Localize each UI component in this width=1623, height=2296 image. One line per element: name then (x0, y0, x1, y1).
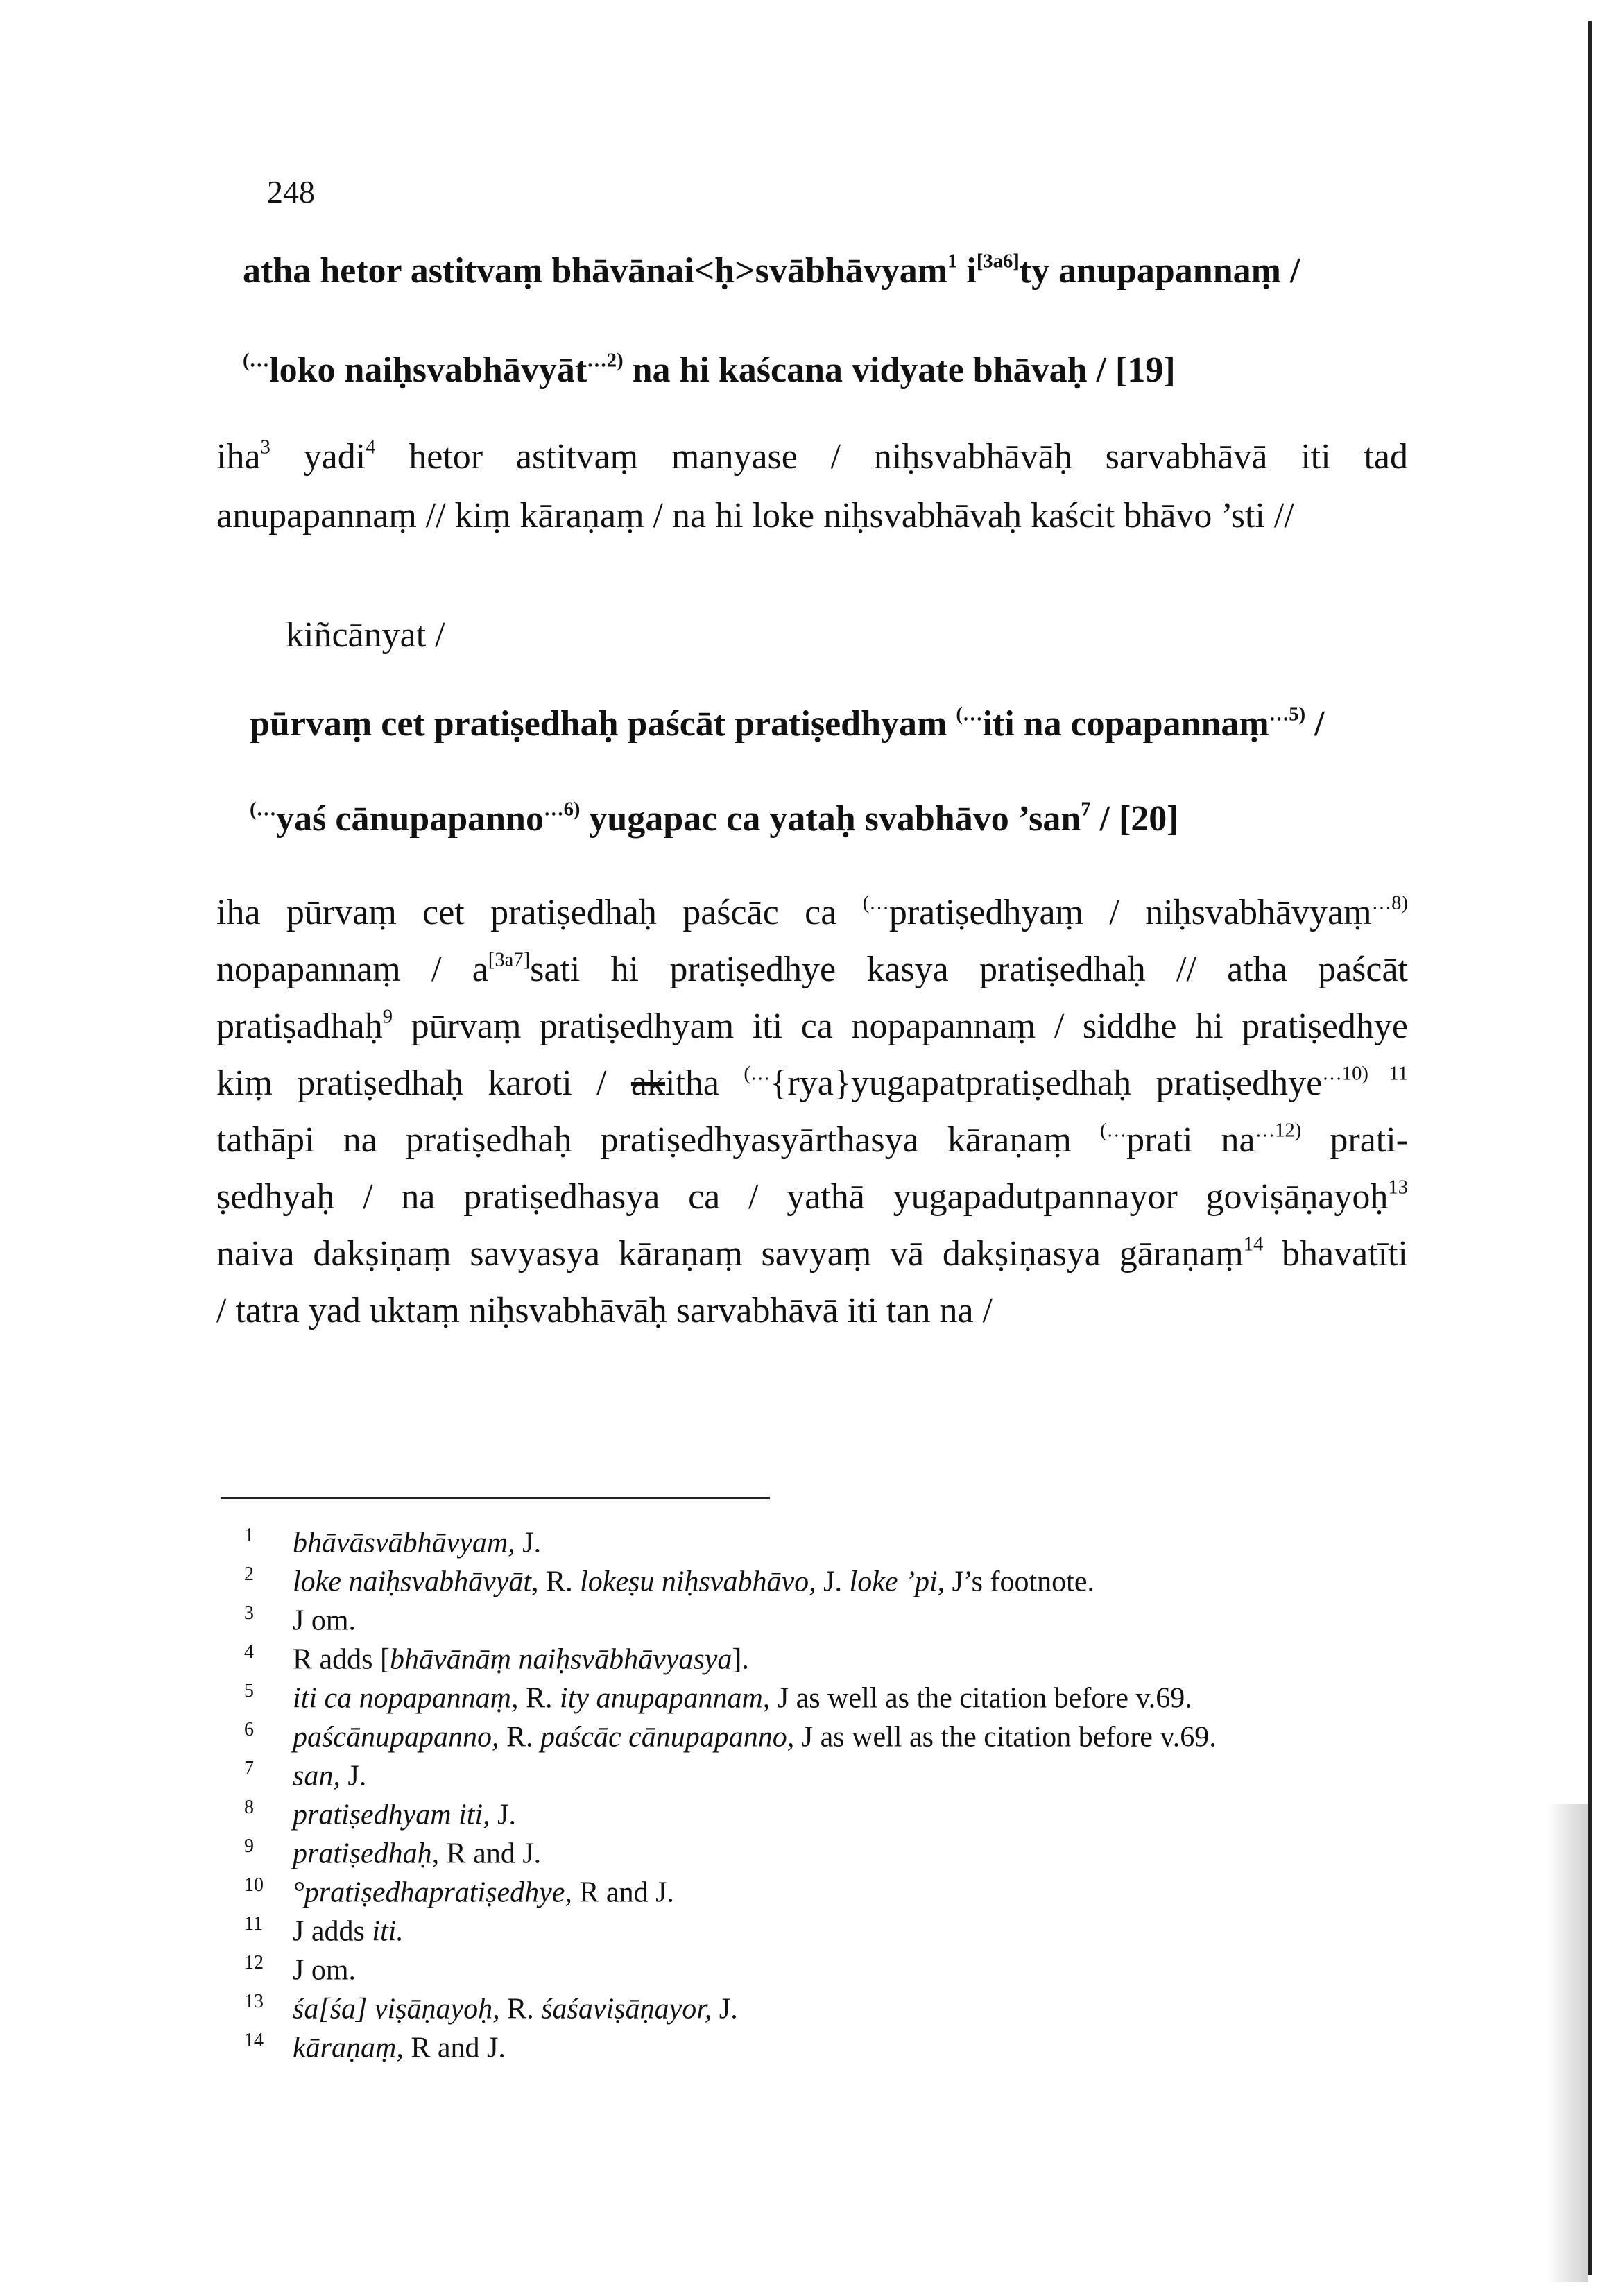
footnote-5: 5 iti ca nopapannaṃ, R. ity anupapannam, J as well as the citation before v.69. (244, 1680, 1192, 1715)
page-edge-border (1588, 21, 1592, 2275)
footnote-12: 12 J om. (244, 1952, 357, 1987)
footnote-6: 6 paścānupapanno, R. paścāc cānupapanno, J as well as the citation before v.69. (244, 1719, 1217, 1754)
commentary-2-line-3: pratiṣadhaḥ$^9$ pūrvaṃ pratiṣedhyam iti ca nopapannaṃ / siddhe hi pratiṣedhye (216, 1006, 1408, 1046)
page-number: 248 (267, 174, 315, 209)
footnote-2: 2 loke naiḥsvabhāvyāt, R. lokeṣu niḥsvabhāvo, J. loke ’pi, J’s footnote. (244, 1563, 1094, 1598)
footnote-9: 9 pratiṣedhaḥ, R and J. (244, 1835, 542, 1870)
commentary-1-line-2: anupapannaṃ // kiṃ kāraṇaṃ / na hi loke niḥsvabhāvaḥ kaścit bhāvo ’sti // (216, 496, 1294, 536)
footnote-10: 10 °pratiṣedhapratiṣedhye, R and J. (244, 1874, 674, 1909)
commentary-2-line-8: / tatra yad uktaṃ niḥsvabhāvāḥ sarvabhāvā iti tan na / (216, 1291, 993, 1330)
verse-19-line-1: atha hetor astitvaṃ bhāvānai<ḥ>svābhāvyam$^1$ i[3a6]ty anupapannaṃ / (243, 250, 1300, 291)
footnote-13: 13 śa[śa] viṣāṇayoḥ, R. śaśaviṣāṇayor, J. (244, 1991, 738, 2025)
scan-shadow (1547, 1804, 1588, 2282)
footnote-14: 14 kāraṇaṃ, R and J. (244, 2030, 506, 2064)
kincanyat-line: kiñcānyat / (286, 615, 445, 655)
footnote-11: 11 J adds iti. (244, 1913, 404, 1948)
verse-20-line-1: pūrvaṃ cet pratiṣedhaḥ paścāt pratiṣedhyam (…iti na copapannaṃ$^{\dots 5)}$ / (250, 703, 1325, 744)
commentary-2-line-4: kiṃ pratiṣedhaḥ karoti / akitha (…{rya}yugapatpratiṣedhaḥ pratiṣedhye$^{\dots 10)}$ $^{11}$ (216, 1063, 1408, 1103)
commentary-2-line-2: nopapannaṃ / a[3a7]sati hi pratiṣedhye kasya pratiṣedhaḥ // atha paścāt (216, 949, 1409, 989)
footnote-rule (221, 1497, 770, 1499)
footnote-8: 8 pratiṣedhyam iti, J. (244, 1797, 517, 1831)
verse-20-line-2: (…yaś cānupapanno$^{\dots 6)}$ yugapac ca yataḥ svabhāvo ’san$^7$ / [20] (250, 798, 1179, 839)
commentary-2-line-1: iha pūrvaṃ cet pratiṣedhaḥ paścāc ca (…pratiṣedhyaṃ / niḥsvabhāvyaṃ$^{\dots 8)}$ (216, 892, 1408, 932)
footnote-3: 3 J om. (244, 1602, 357, 1637)
commentary-2-line-6: ṣedhyaḥ / na pratiṣedhasya ca / yathā yugapadutpannayor goviṣāṇayoḥ$^{13}$ (216, 1176, 1408, 1217)
footnote-7: 7 san, J. (244, 1758, 367, 1792)
footnote-1: 1 bhāvāsvābhāvyam, J. (244, 1525, 542, 1559)
footnote-4: 4 R adds [bhāvānāṃ naiḥsvābhāvyasya]. (244, 1641, 749, 1676)
commentary-2-line-5: tathāpi na pratiṣedhaḥ pratiṣedhyasyārthasya kāraṇaṃ (…prati $na^{\dots 12)}$ prati- (216, 1120, 1409, 1160)
verse-19-line-2: (…loko naiḥsvabhāvyāt$^{\dots 2)}$ na hi kaścana vidyate bhāvaḥ / [19] (243, 350, 1176, 390)
commentary-1-line-1: iha$^3$ yadi$^4$ hetor astitvaṃ manyase / niḥsvabhāvāḥ sarvabhāvā iti tad (216, 436, 1408, 477)
commentary-2-line-7: naiva dakṣiṇaṃ savyasya kāraṇaṃ savyaṃ vā dakṣiṇasya gāraṇaṃ$^{14}$ bhavatīti (216, 1233, 1408, 1274)
